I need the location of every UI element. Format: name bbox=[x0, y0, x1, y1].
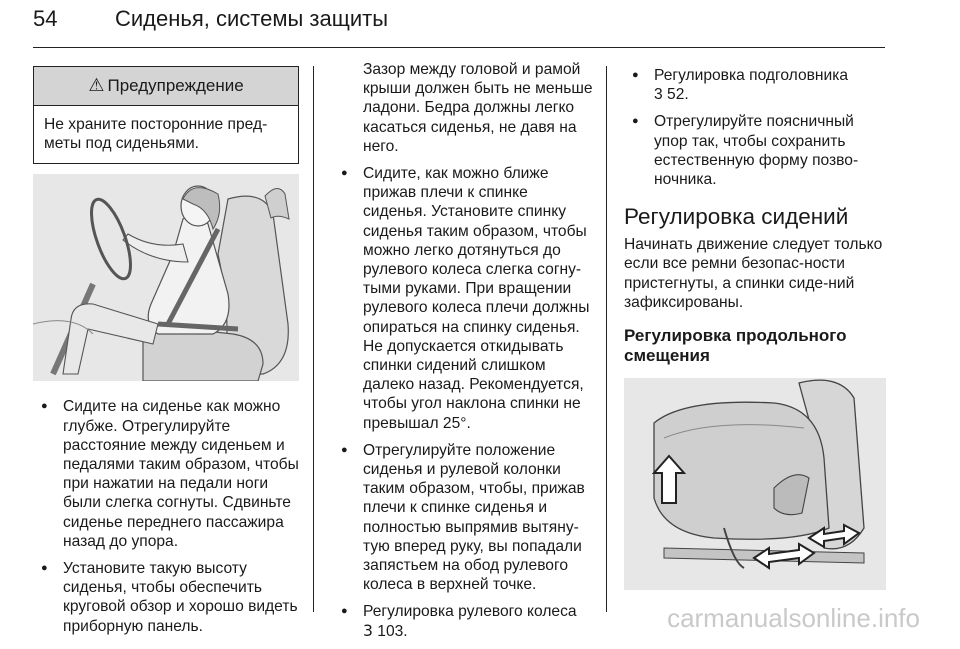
list-item: ● Сидите, как можно ближе прижав плечи к спинке сиденья. Установите спинку сиденья таким образом, чтобы можно легко дотянуться до рулевого колеса слегка согну-тыми руками. При вращении рулевого колеса плечи должны опираться на спинку сиденья. Не допускается откидывать спинки сидений слишком далеко назад. Рекомендуется, чтобы угол наклона спинки не превышал 25°. bbox=[333, 164, 595, 433]
posture-bullets bbox=[333, 164, 595, 641]
column-2 bbox=[333, 60, 595, 649]
driver-seating-illustration bbox=[33, 174, 299, 381]
column-divider bbox=[606, 66, 607, 612]
watermark: carmanualsonline.info bbox=[667, 603, 920, 633]
page-ref-icon: 3 bbox=[654, 86, 663, 104]
section-intro: Начинать движение следует только если все ремни безопас-ности пристегнуты, а спинки сиде-ний зафиксированы. bbox=[624, 236, 883, 311]
seating-bullets bbox=[33, 397, 299, 635]
warning-title: Предупреждение bbox=[107, 76, 244, 96]
list-item: ● Отрегулируйте положение сиденья и рулевой колонки таким образом, чтобы, прижав плечи к спинке сиденья и полностью выпрямив вытяну-тую вперед руку, вы попадали запястьем на обод рулевого колеса в верхней точке. bbox=[333, 441, 595, 595]
list-item bbox=[624, 66, 886, 104]
page-ref-icon: 3 bbox=[363, 621, 373, 640]
list-item: ● Отрегулируйте поясничный упор так, чтобы сохранить естественную форму позво-ночника. bbox=[624, 112, 886, 189]
seat-adjust-drawing bbox=[624, 378, 886, 590]
page-number: 54 bbox=[33, 6, 58, 31]
list-item bbox=[333, 602, 595, 640]
section-heading: Регулировка сидений bbox=[624, 204, 849, 230]
list-item: ● Установите такую высоту сиденья, чтобы обеспечить круговой обзор и хорошо видеть приборную панель. bbox=[33, 559, 299, 636]
driver-seating-drawing bbox=[33, 174, 299, 381]
warning-text: Не храните посторонние пред- меты под сиденьями. bbox=[44, 116, 268, 153]
column-divider bbox=[313, 66, 314, 612]
warning-header bbox=[34, 67, 298, 106]
list-item-text: Регулировка подголовника bbox=[654, 67, 849, 84]
warning-box bbox=[33, 66, 299, 164]
list-item: ● Сидите на сиденье как можно глубже. Отрегулируйте расстояние между сиденьем и педалями таким образом, чтобы при нажатии на педали ноги были слегка согнуты. Сдвиньте сиденье переднего пассажира назад до упора. bbox=[33, 397, 299, 551]
header-rule bbox=[33, 47, 885, 48]
page-title: Сиденья, системы защиты bbox=[115, 6, 389, 31]
page-ref-link[interactable]: 103. bbox=[377, 622, 408, 640]
adjustment-bullets bbox=[624, 66, 886, 189]
subsection-heading: Регулировка продольного смещения bbox=[624, 326, 847, 366]
column-3 bbox=[624, 66, 886, 590]
page-ref-link[interactable]: 52. bbox=[667, 86, 689, 104]
seat-adjust-illustration bbox=[624, 378, 886, 590]
list-item-text: Регулировка рулевого колеса bbox=[363, 603, 577, 621]
paragraph-continuation: Зазор между головой и рамой крыши должен быть не меньше ладони. Бедра должны легко касаться сиденья, не давя на него. bbox=[363, 61, 593, 155]
column-1 bbox=[33, 66, 299, 644]
warning-triangle-icon: ⚠ bbox=[88, 75, 105, 96]
